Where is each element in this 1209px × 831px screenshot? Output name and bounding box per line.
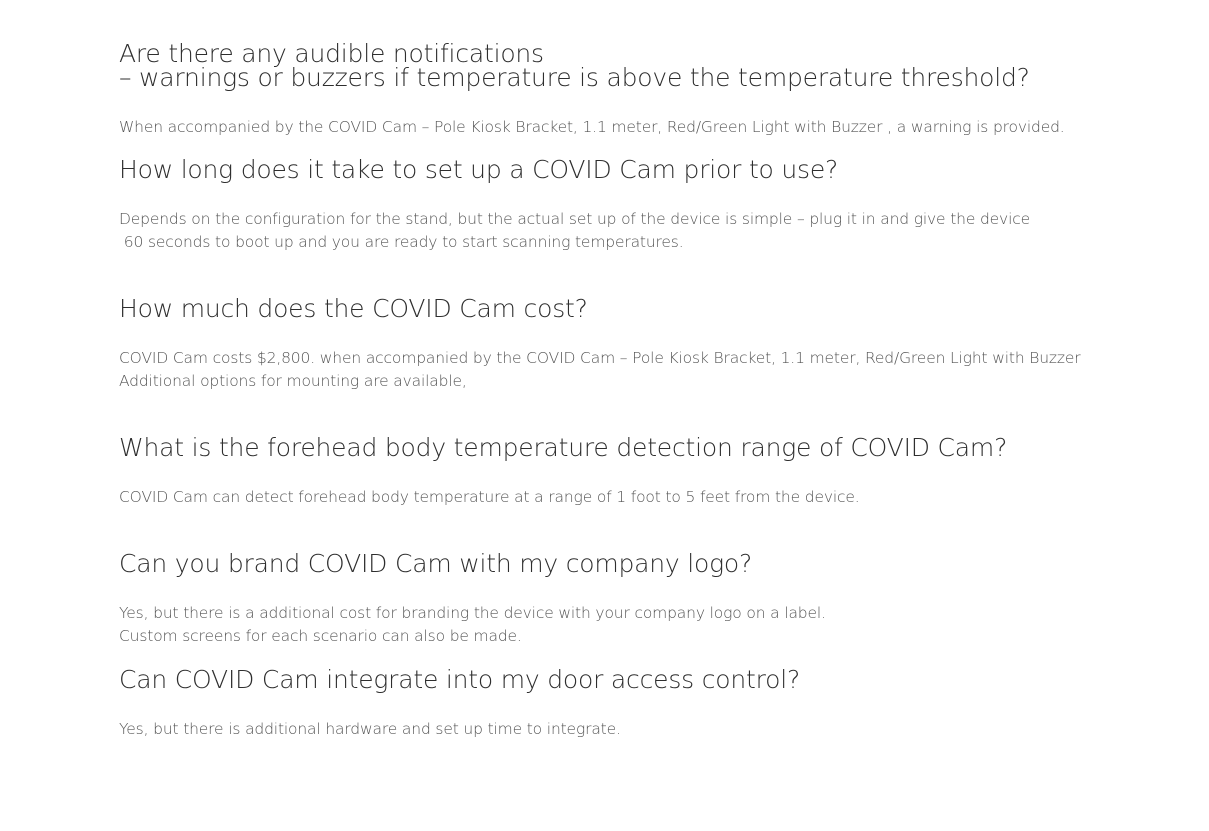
- faq-answer-line: Additional options for mounting are available,: [119, 372, 467, 390]
- faq-question-setup-time: [119, 155, 839, 184]
- faq-answer-audible-notifications: [119, 116, 1065, 139]
- faq-question-detection-range: [119, 433, 1008, 462]
- faq-question-audible-notifications: [119, 39, 1030, 92]
- faq-answer-cost: [119, 347, 1081, 393]
- faq-question-line: Are there any audible notifications: [119, 39, 544, 68]
- faq-answer-line: Yes, but there is additional hardware and set up time to integrate.: [119, 720, 621, 738]
- faq-question-line: Can COVID Cam integrate into my door access control?: [119, 665, 801, 694]
- faq-question-cost: [119, 294, 588, 323]
- faq-question-line: What is the forehead body temperature detection range of COVID Cam?: [119, 433, 1008, 462]
- faq-answer-line: COVID Cam costs $2,800. when accompanied by the COVID Cam – Pole Kiosk Bracket, 1.1 meter, Red/Green Light with Buzzer: [119, 349, 1081, 367]
- faq-question-line: How long does it take to set up a COVID Cam prior to use?: [119, 155, 839, 184]
- faq-answer-setup-time: [119, 208, 1030, 254]
- faq-answer-line: Depends on the configuration for the stand, but the actual set up of the device is simple – plug it in and give the device: [119, 210, 1030, 228]
- faq-answer-line: Yes, but there is a additional cost for branding the device with your company logo on a label.: [119, 604, 826, 622]
- faq-question-line: How much does the COVID Cam cost?: [119, 294, 588, 323]
- faq-question-door-access: [119, 665, 801, 694]
- faq-answer-line: COVID Cam can detect forehead body temperature at a range of 1 foot to 5 feet from the device.: [119, 488, 860, 506]
- faq-question-branding: [119, 549, 753, 578]
- faq-answer-line: 60 seconds to boot up and you are ready to start scanning temperatures.: [119, 233, 684, 251]
- faq-answer-branding: [119, 602, 826, 648]
- faq-question-line: Can you brand COVID Cam with my company logo?: [119, 549, 753, 578]
- faq-answer-line: Custom screens for each scenario can also be made.: [119, 627, 522, 645]
- faq-answer-line: When accompanied by the COVID Cam – Pole Kiosk Bracket, 1.1 meter, Red/Green Light with Buzzer , a warning is provided.: [119, 118, 1065, 136]
- faq-answer-door-access: [119, 718, 621, 741]
- faq-question-line: – warnings or buzzers if temperature is above the temperature threshold?: [119, 63, 1030, 92]
- faq-answer-detection-range: [119, 486, 860, 509]
